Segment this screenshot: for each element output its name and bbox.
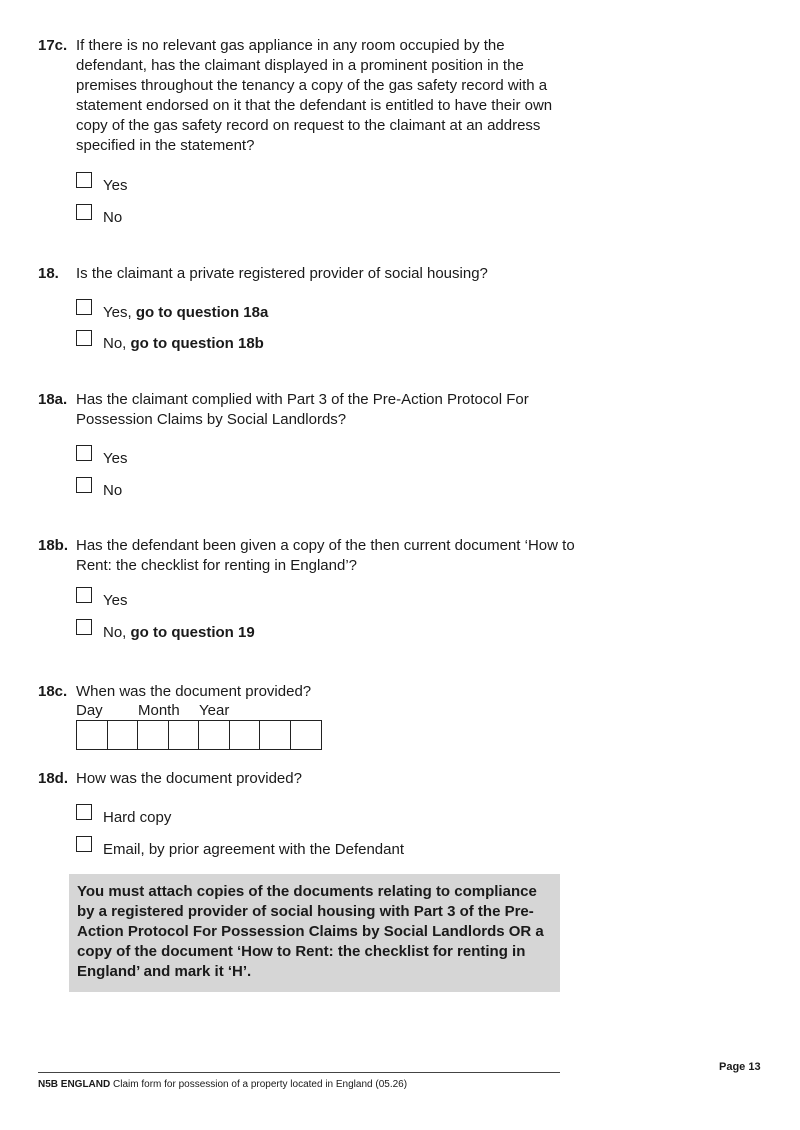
- question-text: Has the defendant been given a copy of the then current document ‘How to Rent: the checklist for renting in England’?: [76, 537, 575, 574]
- q18-no-checkbox[interactable]: [76, 330, 92, 346]
- day-label: Day: [76, 702, 103, 719]
- q17c-yes-label: Yes: [103, 177, 128, 194]
- question-number: 18b.: [38, 537, 69, 554]
- day-digit-2[interactable]: [108, 721, 139, 749]
- year-label: Year: [199, 702, 230, 719]
- question-text: Is the claimant a private registered provider of social housing?: [76, 265, 488, 282]
- form-title: Claim form for possession of a property located in England (05.26): [110, 1079, 408, 1090]
- month-label: Month: [138, 702, 180, 719]
- question-text: If there is no relevant gas appliance in any room occupied by the defendant, has the claimant displayed in a prominent position in the premises throughout the tenancy a copy of the gas safety record with a statement endorsed on it that the defendant is entitled to have their own copy of the gas safety record on request to the claimant at an address specified in the statement?: [76, 37, 553, 154]
- question-18d: [38, 769, 578, 789]
- month-digit-1[interactable]: [138, 721, 169, 749]
- year-digit-4[interactable]: [291, 721, 322, 749]
- form-code: N5B ENGLAND: [38, 1079, 111, 1090]
- question-number: 17c.: [38, 37, 68, 54]
- q17c-no-label: No: [103, 209, 123, 226]
- page-number: Page 13: [719, 1061, 761, 1073]
- question-number: 18d.: [38, 770, 69, 787]
- q18b-yes-label: Yes: [103, 592, 128, 609]
- q18d-email-checkbox[interactable]: [76, 836, 92, 852]
- q18-yes-label: Yes, go to question 18a: [103, 304, 269, 321]
- question-18: [38, 264, 578, 284]
- question-text: Has the claimant complied with Part 3 of the Pre-Action Protocol For Possession Claims by Social Landlords?: [76, 391, 529, 428]
- year-digit-3[interactable]: [260, 721, 291, 749]
- q18d-email-label: Email, by prior agreement with the Defendant: [103, 841, 404, 858]
- date-input-grid[interactable]: [76, 720, 322, 750]
- q18a-yes-label: Yes: [103, 450, 128, 467]
- month-digit-2[interactable]: [169, 721, 200, 749]
- question-18a: [38, 390, 578, 430]
- q18-yes-checkbox[interactable]: [76, 299, 92, 315]
- year-digit-1[interactable]: [199, 721, 230, 749]
- question-text: How was the document provided?: [76, 770, 302, 787]
- question-17c: [38, 36, 578, 156]
- question-number: 18a.: [38, 391, 68, 408]
- year-digit-2[interactable]: [230, 721, 261, 749]
- footer: [38, 1078, 407, 1092]
- q18b-yes-checkbox[interactable]: [76, 587, 92, 603]
- q18-no-label: No, go to question 18b: [103, 335, 264, 352]
- question-number: 18c.: [38, 683, 68, 700]
- q18a-no-label: No: [103, 482, 123, 499]
- attachment-note: You must attach copies of the documents relating to compliance by a registered provider of social housing with Part 3 of the Pre-Action Protocol For Possession Claims by Social Landlords OR a copy of the document ‘How to Rent: the checklist for renting in England’ and mark it ‘H’.: [69, 874, 560, 992]
- q18b-no-checkbox[interactable]: [76, 619, 92, 635]
- question-text: When was the document provided?: [76, 683, 312, 700]
- q17c-no-checkbox[interactable]: [76, 204, 92, 220]
- q17c-yes-checkbox[interactable]: [76, 172, 92, 188]
- q18a-no-checkbox[interactable]: [76, 477, 92, 493]
- q18b-no-label: No, go to question 19: [103, 624, 255, 641]
- question-number: 18.: [38, 265, 59, 282]
- q18d-hard-copy-checkbox[interactable]: [76, 804, 92, 820]
- question-18c: [38, 682, 578, 702]
- day-digit-1[interactable]: [77, 721, 108, 749]
- question-18b: [38, 536, 578, 576]
- q18d-hard-copy-label: Hard copy: [103, 809, 172, 826]
- q18a-yes-checkbox[interactable]: [76, 445, 92, 461]
- footer-divider: [38, 1072, 560, 1073]
